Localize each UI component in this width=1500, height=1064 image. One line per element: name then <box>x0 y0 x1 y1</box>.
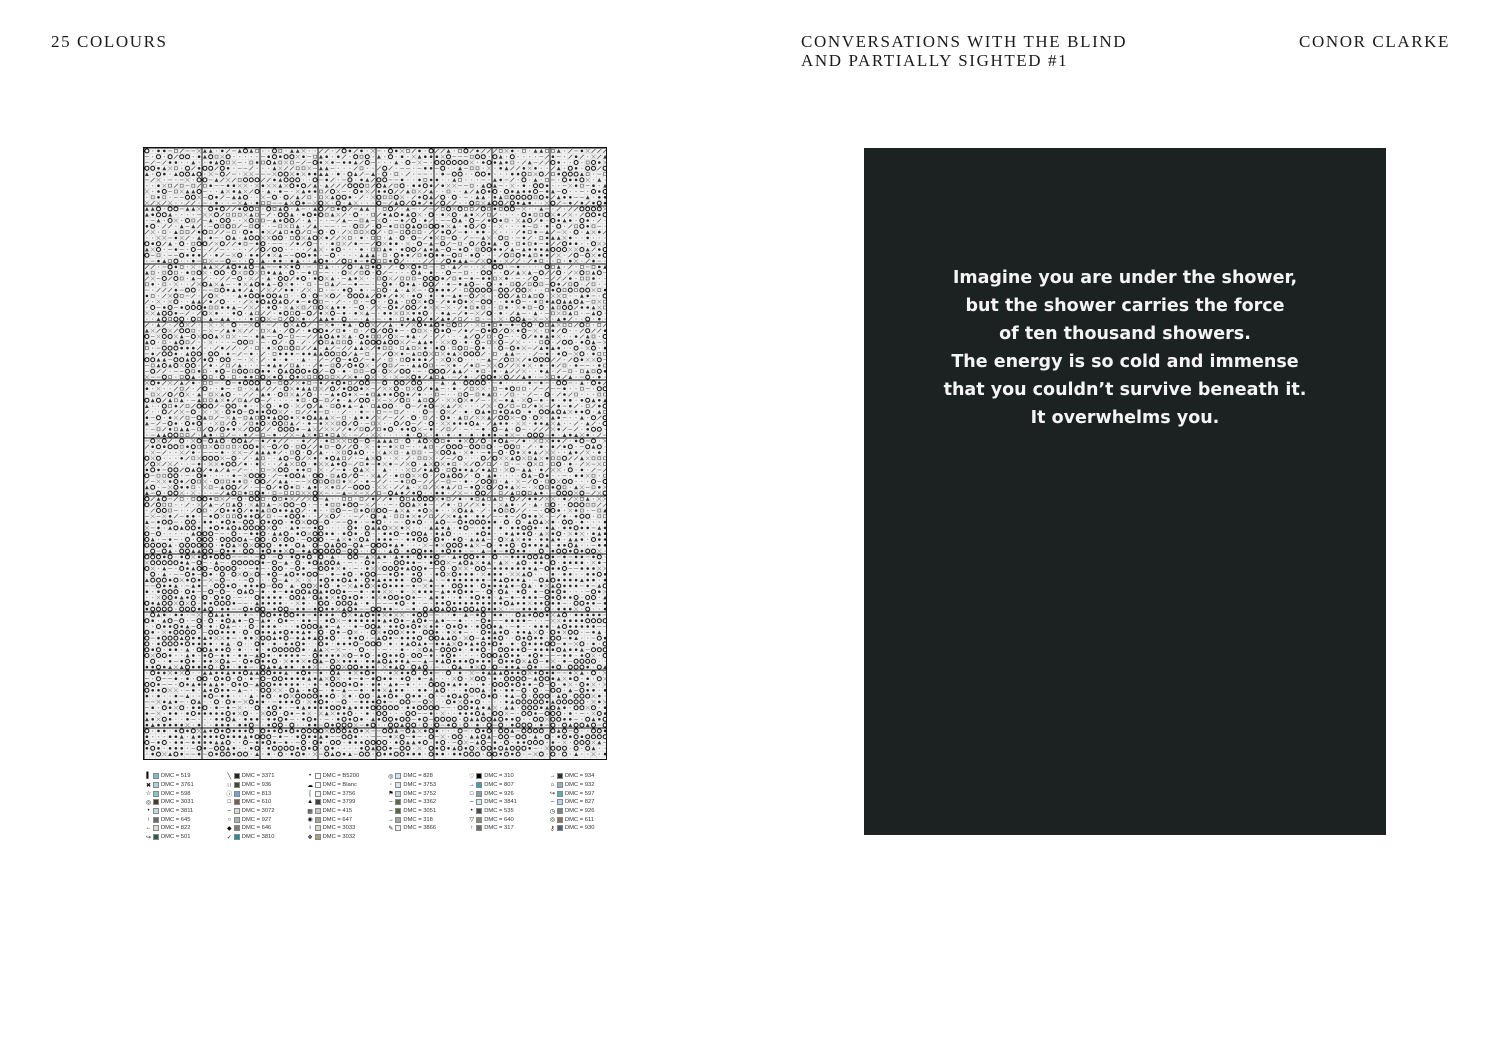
color-swatch <box>476 799 482 805</box>
legend-item <box>549 824 609 833</box>
color-swatch <box>395 825 401 831</box>
legend-item <box>468 772 528 781</box>
legend-item <box>145 789 205 798</box>
legend-label: DMC = 3031 <box>161 799 194 806</box>
legend-item <box>387 772 447 781</box>
legend-column <box>226 772 286 846</box>
quote-line: that you couldn’t survive beneath it. <box>943 380 1307 400</box>
arrow-icon: → <box>468 782 475 789</box>
color-swatch <box>234 791 240 797</box>
legend-label: DMC = 598 <box>161 790 191 797</box>
legend-item <box>549 807 609 816</box>
arrow-icon: → <box>549 773 556 780</box>
color-swatch <box>234 782 240 788</box>
grid-icon: ▦ <box>307 808 313 815</box>
legend-label: DMC = 3811 <box>161 808 194 815</box>
dash-icon: – <box>470 799 474 806</box>
legend-label: DMC = 640 <box>484 816 514 823</box>
legend-label: DMC = 310 <box>484 773 514 780</box>
legend-item <box>307 789 367 798</box>
cloud-icon: ☁ <box>307 782 314 789</box>
color-swatch <box>476 808 482 814</box>
color-swatch <box>153 808 159 814</box>
legend-label: DMC = 926 <box>484 790 514 797</box>
color-swatch <box>234 799 240 805</box>
color-swatch <box>234 817 240 823</box>
color-swatch <box>315 808 321 814</box>
title-line-1: CONVERSATIONS WITH THE BLIND <box>801 32 1128 51</box>
color-swatch <box>234 773 240 779</box>
color-swatch <box>234 825 240 831</box>
color-swatch <box>557 825 563 831</box>
bracket-icon: [ <box>309 790 311 797</box>
key-icon: ⚷ <box>550 825 555 832</box>
legend-item <box>307 824 367 833</box>
legend-column <box>549 772 609 846</box>
legend-label: DMC = 3841 <box>484 799 517 806</box>
running-header-title <box>801 32 1127 70</box>
quote-line: Imagine you are under the shower, <box>952 268 1298 288</box>
legend-label: DMC = 3362 <box>403 799 437 806</box>
legend-label: DMC = 827 <box>564 799 595 806</box>
legend-label: DMC = 610 <box>241 799 272 806</box>
running-header-author: CONOR CLARKE <box>1299 32 1450 51</box>
color-swatch <box>395 808 401 814</box>
dot-icon: • <box>147 808 150 815</box>
legend-item <box>468 798 528 807</box>
dots-icon: ∷ <box>227 782 232 789</box>
heart-icon: ♡ <box>468 773 475 780</box>
legend-item <box>307 798 367 807</box>
star-icon: ☆ <box>145 791 152 798</box>
legend-label: DMC = 3810 <box>241 834 275 841</box>
color-swatch <box>476 791 482 797</box>
legend-label: DMC = 3799 <box>322 799 356 806</box>
arrow-up-icon: ↑ <box>470 825 474 832</box>
color-swatch <box>153 791 159 797</box>
legend-label: DMC = 3752 <box>403 790 437 797</box>
legend-label: DMC = 646 <box>241 825 272 832</box>
legend-label: DMC = 647 <box>322 816 353 823</box>
color-swatch <box>315 834 321 840</box>
legend-item <box>549 789 609 798</box>
dash-icon: – <box>550 799 555 806</box>
legend-label: DMC = B5200 <box>322 773 360 780</box>
legend-item <box>145 824 205 833</box>
legend-item <box>226 833 286 842</box>
color-swatch <box>557 782 563 788</box>
quote-line: The energy is so cold and immense <box>951 352 1299 372</box>
check-icon: ✓ <box>226 834 232 841</box>
circle-icon: ○ <box>227 816 232 823</box>
pen-icon: ✎ <box>388 825 394 832</box>
legend-column <box>387 772 447 846</box>
dash-icon: – <box>227 808 231 815</box>
color-swatch <box>557 808 563 814</box>
i-icon: ı <box>309 825 311 832</box>
ring-icon: ◎ <box>145 799 152 806</box>
title-line-2: AND PARTIALLY SIGHTED #1 <box>801 51 1069 70</box>
legend-label: DMC = 822 <box>161 825 191 832</box>
color-swatch <box>395 791 401 797</box>
quote-panel <box>864 148 1386 835</box>
legend-item <box>387 781 447 790</box>
color-swatch <box>315 782 321 788</box>
slash-icon: ╲ <box>227 773 232 780</box>
legend-item <box>226 772 286 781</box>
square-icon: □ <box>227 799 232 806</box>
legend-label: DMC = 926 <box>564 808 595 815</box>
quote-line: but the shower carries the force <box>965 296 1285 316</box>
legend-label: DMC = 3371 <box>241 773 275 780</box>
legend-item <box>226 781 286 790</box>
quote-line: It overwhelms you. <box>1030 408 1220 428</box>
cross-stitch-pattern-chart <box>143 147 607 760</box>
legend-label: DMC = 611 <box>564 816 595 823</box>
clock-icon: ◷ <box>549 808 556 815</box>
legend-item <box>226 824 286 833</box>
arrow-up-icon: ↑ <box>147 816 150 823</box>
legend-label: DMC = 501 <box>161 834 191 841</box>
flag-icon: ⚑ <box>388 791 394 798</box>
legend-item <box>468 789 528 798</box>
small-circle-icon: ◦ <box>389 782 392 789</box>
legend-label: DMC = 3032 <box>322 834 356 841</box>
bar-icon: ▌ <box>146 773 151 780</box>
color-swatch <box>315 791 321 797</box>
legend-item <box>549 815 609 824</box>
color-swatch <box>395 782 401 788</box>
legend-label: DMC = 934 <box>564 773 595 780</box>
house-icon: ⌂ <box>550 782 555 789</box>
color-swatch <box>557 817 563 823</box>
color-swatch <box>395 817 401 823</box>
quote-text <box>864 264 1386 432</box>
legend-column <box>307 772 367 846</box>
thread-color-legend <box>145 772 609 846</box>
legend-item <box>387 789 447 798</box>
legend-label: DMC = 519 <box>161 773 191 780</box>
legend-item <box>226 807 286 816</box>
legend-item <box>387 824 447 833</box>
square-icon: □ <box>469 790 474 797</box>
legend-label: DMC = 415 <box>322 808 353 815</box>
running-header-left: 25 COLOURS <box>51 32 168 51</box>
legend-label: DMC = 936 <box>241 782 272 789</box>
color-swatch <box>395 799 401 805</box>
ring-icon: ◎ <box>388 773 394 780</box>
legend-label: DMC = 932 <box>564 782 595 789</box>
hook-icon: ↪ <box>145 834 152 841</box>
color-swatch <box>476 773 482 779</box>
color-swatch <box>557 791 563 797</box>
legend-item <box>387 815 447 824</box>
legend-label: DMC = 645 <box>161 816 191 823</box>
info-icon: ⓘ <box>226 792 233 799</box>
color-swatch <box>395 773 401 779</box>
color-swatch <box>315 799 321 805</box>
color-swatch <box>153 782 159 788</box>
quad-icon: ❖ <box>307 834 313 841</box>
legend-label: DMC = 317 <box>484 825 514 832</box>
legend-item <box>549 781 609 790</box>
color-swatch <box>315 773 321 779</box>
funnel-icon: ▽ <box>469 817 474 824</box>
legend-item <box>145 772 205 781</box>
legend-item <box>468 807 528 816</box>
legend-item <box>145 815 205 824</box>
hook-icon: ↪ <box>549 791 555 798</box>
legend-label: DMC = 813 <box>241 790 272 797</box>
target-icon: ◉ <box>307 817 313 824</box>
color-swatch <box>476 782 482 788</box>
triangle-icon: ▲ <box>307 799 314 806</box>
legend-item <box>468 781 528 790</box>
legend-label: DMC = 597 <box>564 790 595 797</box>
legend-item <box>145 833 205 842</box>
legend-item <box>387 798 447 807</box>
legend-label: DMC = 927 <box>241 816 272 823</box>
legend-item <box>226 789 286 798</box>
legend-label: DMC = 3051 <box>403 808 437 815</box>
arrow-icon: → <box>387 816 394 823</box>
arrow-left-icon: ← <box>145 825 152 832</box>
dot-icon: • <box>470 808 473 815</box>
color-swatch <box>234 834 240 840</box>
legend-item <box>387 807 447 816</box>
color-swatch <box>315 817 321 823</box>
pattern-graphic <box>144 148 607 760</box>
color-swatch <box>476 825 482 831</box>
legend-item <box>145 798 205 807</box>
color-swatch <box>153 817 159 823</box>
legend-label: DMC = 318 <box>403 816 433 823</box>
color-swatch <box>557 799 563 805</box>
x-icon: ✖ <box>145 782 152 789</box>
legend-label: DMC = 3033 <box>322 825 356 832</box>
legend-label: DMC = 535 <box>484 808 514 815</box>
legend-item <box>145 781 205 790</box>
color-swatch <box>153 799 159 805</box>
dot-icon: • <box>309 773 312 780</box>
quote-line: of ten thousand showers. <box>999 324 1251 344</box>
legend-label: DMC = 828 <box>403 773 433 780</box>
legend-item <box>226 798 286 807</box>
color-swatch <box>153 834 159 840</box>
legend-column <box>468 772 528 846</box>
legend-item <box>226 815 286 824</box>
legend-label: DMC = 3866 <box>403 825 437 832</box>
color-swatch <box>153 825 159 831</box>
legend-item <box>145 807 205 816</box>
legend-label: DMC = 3072 <box>241 808 275 815</box>
legend-item <box>307 772 367 781</box>
legend-label: DMC = 3756 <box>322 790 356 797</box>
ring-icon: ◎ <box>549 817 556 824</box>
legend-item <box>307 781 367 790</box>
legend-item <box>468 824 528 833</box>
color-swatch <box>234 808 240 814</box>
color-swatch <box>153 773 159 779</box>
legend-label: DMC = 3761 <box>161 782 194 789</box>
legend-item <box>468 815 528 824</box>
legend-label: DMC = 930 <box>564 825 595 832</box>
legend-item <box>307 807 367 816</box>
dash-icon: – <box>389 799 393 806</box>
legend-column <box>145 772 205 846</box>
legend-item <box>307 815 367 824</box>
legend-item <box>549 772 609 781</box>
color-swatch <box>315 825 321 831</box>
legend-label: DMC = 807 <box>484 782 514 789</box>
diamond-icon: ◆ <box>226 825 232 832</box>
legend-label: DMC = Blanc <box>322 782 357 789</box>
color-swatch <box>476 817 482 823</box>
dash-icon: – <box>389 808 393 815</box>
color-swatch <box>557 773 563 779</box>
legend-label: DMC = 3753 <box>403 782 437 789</box>
legend-item <box>549 798 609 807</box>
legend-item <box>307 833 367 842</box>
